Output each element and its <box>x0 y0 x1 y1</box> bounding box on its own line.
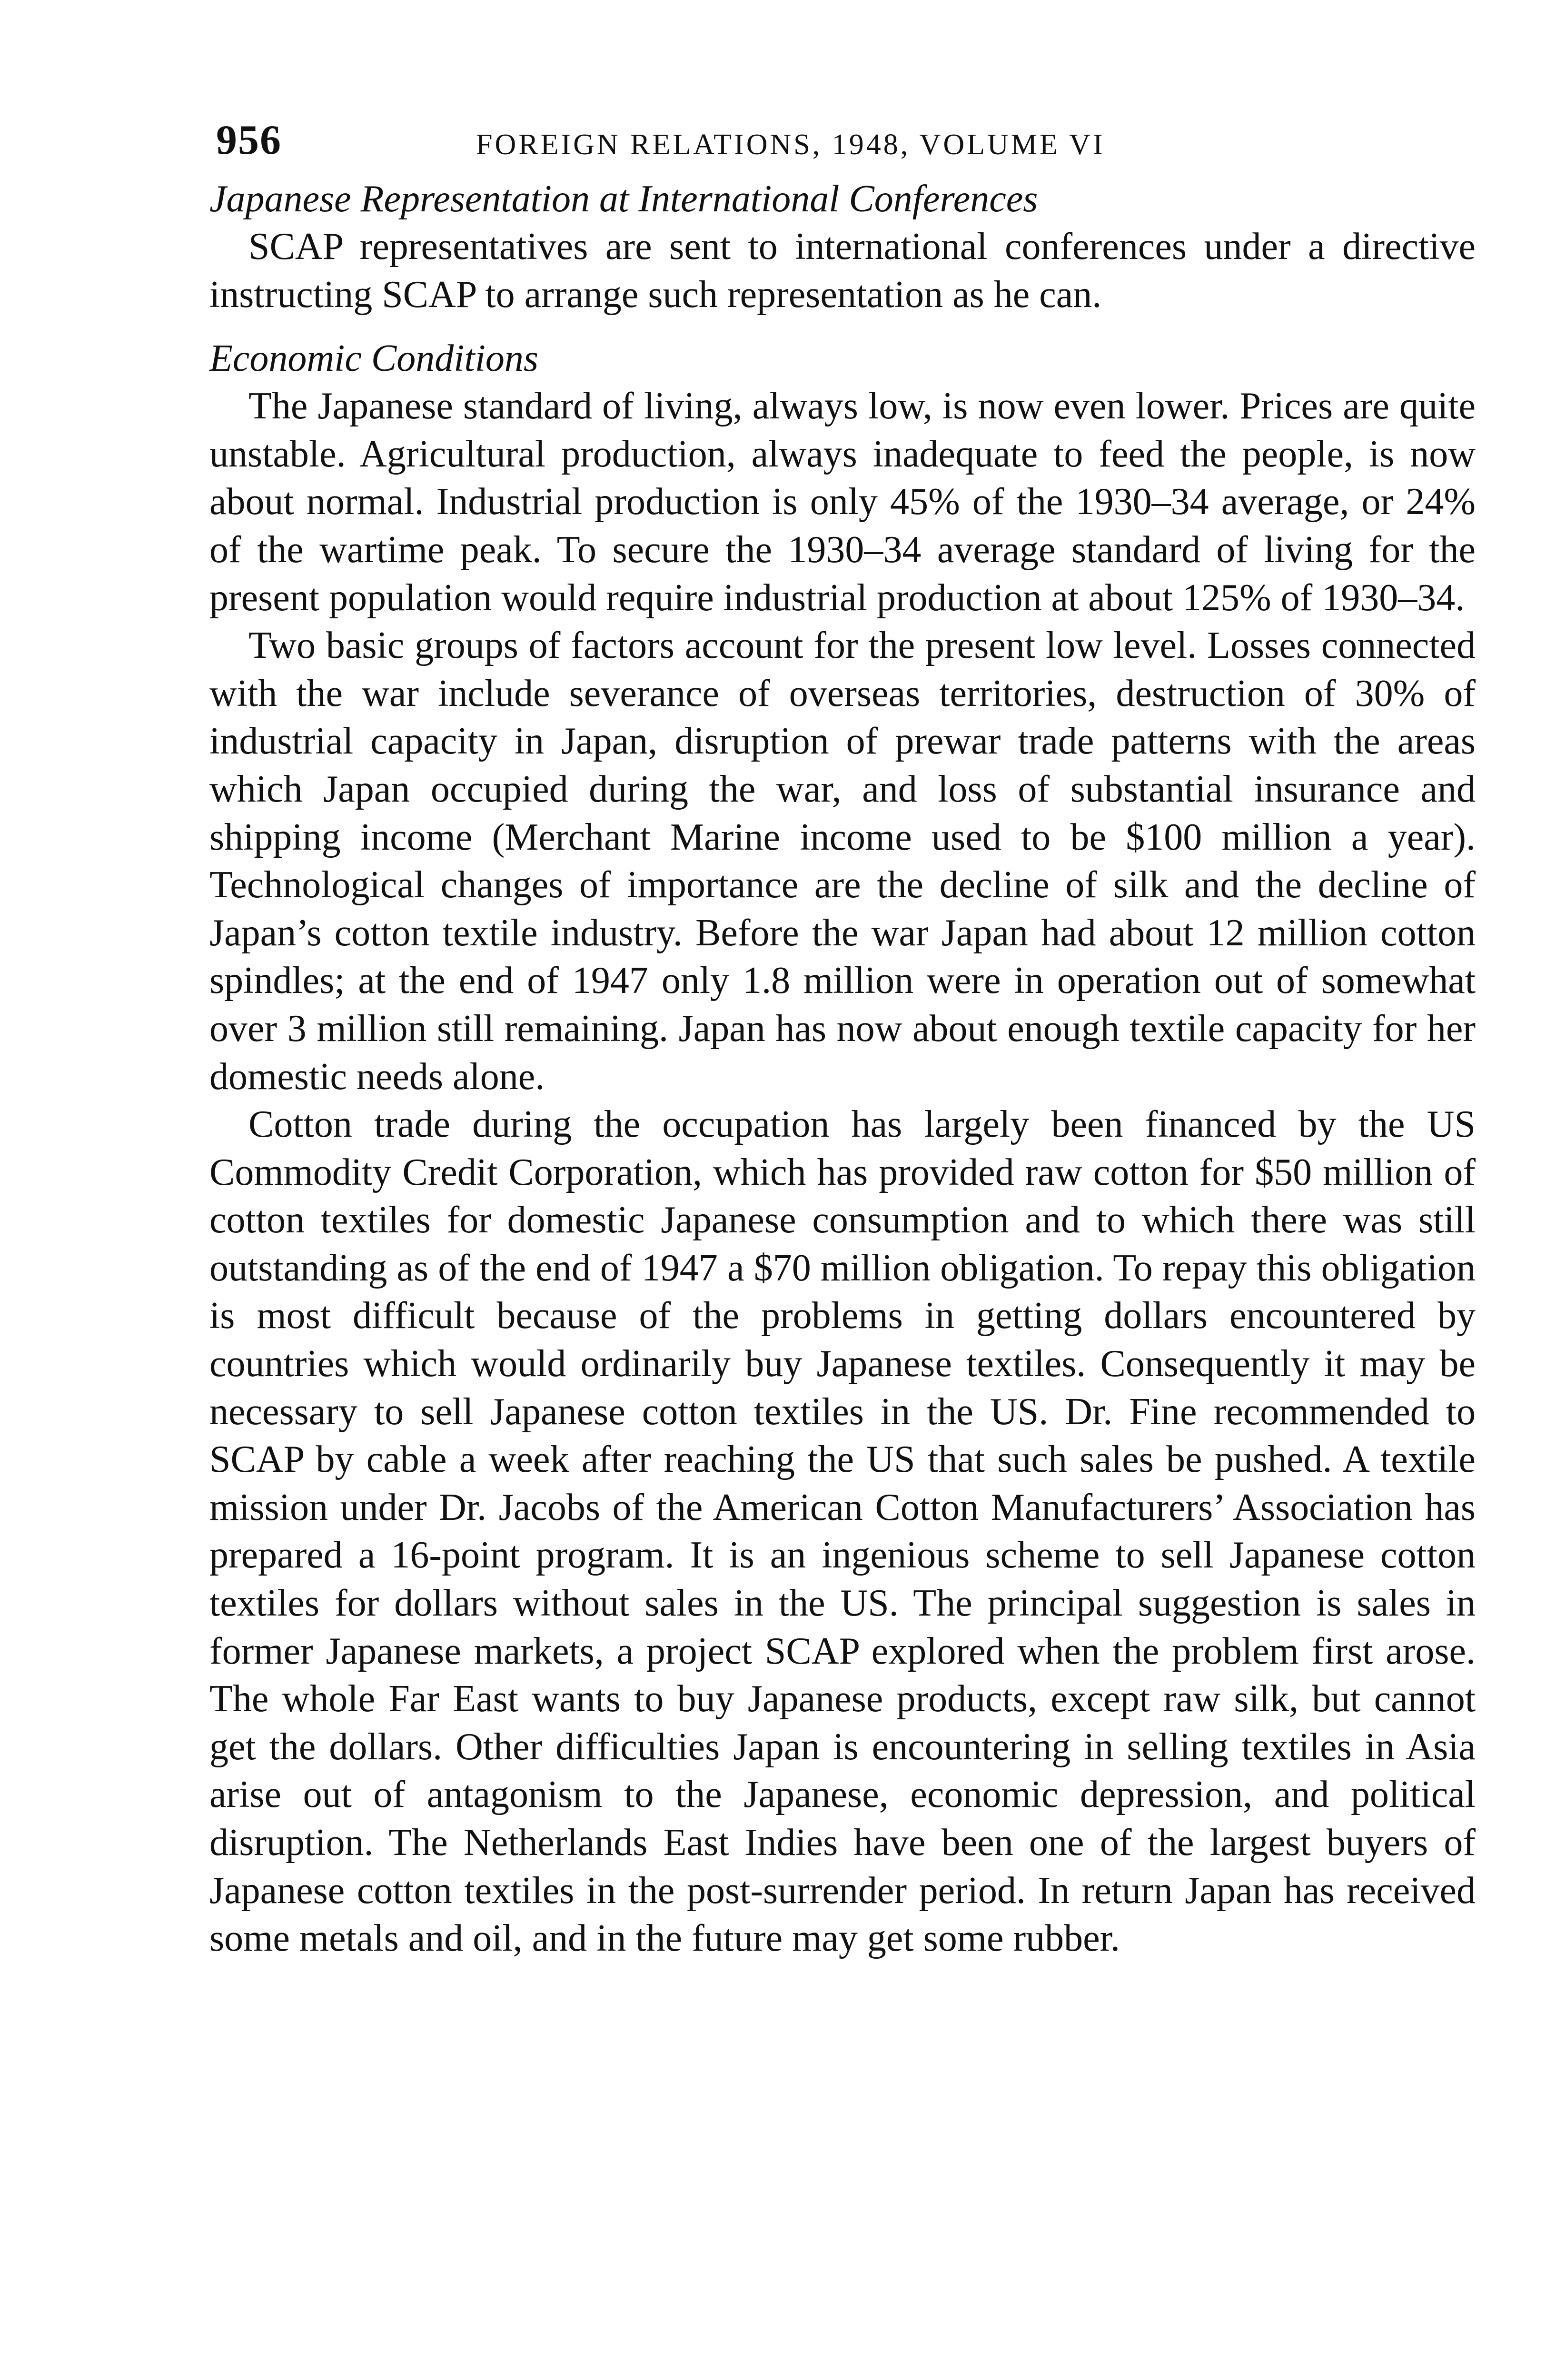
running-title: FOREIGN RELATIONS, 1948, VOLUME VI <box>476 129 1105 161</box>
running-head <box>209 114 1476 167</box>
section-heading-representation: Japanese Representation at International Conferences <box>209 178 1038 220</box>
page-number: 956 <box>216 117 282 163</box>
document-page <box>209 114 1476 1963</box>
paragraph-economic-2: Two basic groups of factors account for the present low level. Losses connected with the war include severance of overseas territories, destruction of 30% of industrial capacity in Japan, disruption of prewar trade patterns with the areas which Japan occupied during the war, and loss of substantial insurance and shipping income (Merchant Marine income used to be $100 million a year). Technological changes of importance are the decline of silk and the decline of Japan’s cotton textile industry. Before the war Japan had about 12 million cotton spindles; at the end of 1947 only 1.8 million were in operation out of somewhat over 3 million still remaining. Japan has now about enough textile capacity for her domestic needs alone. <box>209 625 1476 1098</box>
paragraph-economic-3: Cotton trade during the occupation has largely been financed by the US Commodity Credit Corporation, which has provided raw cotton for $50 million of cotton textiles for domestic Japanese consumption and to which there was still outstanding as of the end of 1947 a $70 million obligation. To repay this obligation is most difficult because of the problems in getting dollars encountered by countries which would ordinarily buy Japanese textiles. Consequently it may be necessary to sell Japanese cotton textiles in the US. Dr. Fine recommended to SCAP by cable a week after reaching the US that such sales be pushed. A textile mission under Dr. Jacobs of the American Cotton Manufacturers’ Association has prepared a 16-point program. It is an ingenious scheme to sell Japanese cotton textiles for dollars without sales in the US. The principal suggestion is sales in former Japanese markets, a project SCAP explored when the problem first arose. The whole Far East wants to buy Japanese products, except raw silk, but cannot get the dollars. Other difficulties Japan is encountering in selling textiles in Asia arise out of antagonism to the Japanese, economic depression, and political disruption. The Netherlands East Indies have been one of the largest buyers of Japanese cotton textiles in the post-surrender period. In return Japan has received some metals and oil, and in the future may get some rubber. <box>209 1103 1476 1960</box>
section-heading-economic: Economic Conditions <box>209 337 539 380</box>
paragraph-economic-1: The Japanese standard of living, always low, is now even lower. Prices are quite unstable. Agricultural production, always inadequate to feed the people, is now about normal. Industrial production is only 45% of the 1930–34 average, or 24% of the wartime peak. To secure the 1930–34 average standard of living for the present population would require industrial production at about 125% of 1930–34. <box>209 385 1476 619</box>
paragraph-representation-1: SCAP representatives are sent to international conferences under a directive instructing SCAP to arrange such representation as he can. <box>209 226 1476 316</box>
